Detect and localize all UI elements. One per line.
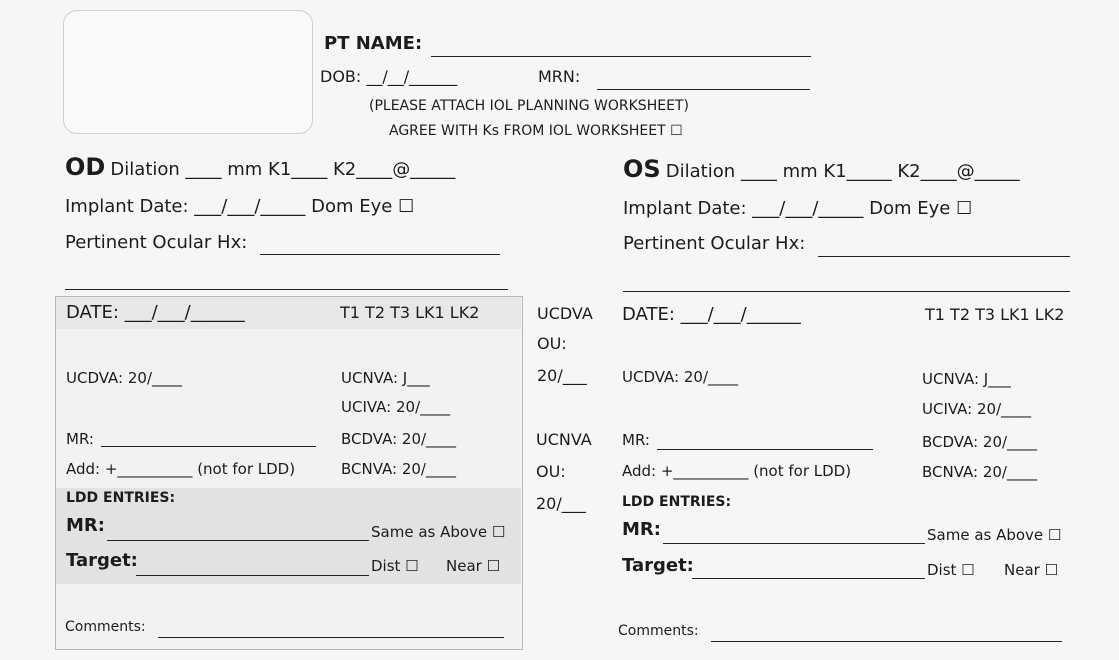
os-hx-label: Pertinent Ocular Hx: [623, 233, 806, 254]
os-mr-line[interactable] [657, 449, 873, 450]
os-dilation-row [623, 155, 1020, 183]
attach-worksheet-note: (PLEASE ATTACH IOL PLANNING WORKSHEET) [369, 98, 689, 114]
od-dilation-row [65, 153, 455, 181]
od-hx-line[interactable] [260, 254, 500, 255]
od-bcnva[interactable]: BCNVA: 20/____ [341, 460, 456, 478]
os-bcdva[interactable]: BCDVA: 20/____ [922, 433, 1038, 451]
os-comments-label: Comments: [618, 623, 699, 639]
dob-label[interactable]: DOB: __/__/______ [320, 67, 458, 86]
od-mr-line[interactable] [101, 446, 316, 447]
ou-ucnva-value[interactable]: 20/___ [536, 494, 586, 513]
od-dilation-line[interactable]: Dilation ____ mm K1____ K2____@_____ [110, 159, 456, 180]
os-ldd-mr-line[interactable] [663, 543, 925, 544]
od-same-as-above[interactable]: Same as Above ☐ [371, 523, 506, 541]
os-ucdva[interactable]: UCDVA: 20/____ [622, 368, 739, 386]
os-ldd-mr-label: MR: [622, 519, 661, 540]
od-ucnva[interactable]: UCNVA: J___ [341, 369, 430, 387]
os-near-checkbox[interactable]: Near ☐ [1004, 561, 1059, 579]
patient-sticker-box[interactable] [63, 10, 313, 134]
mrn-line[interactable] [597, 89, 810, 90]
os-implant-line[interactable]: Implant Date: ___/___/_____ Dom Eye ☐ [623, 198, 973, 219]
od-ucdva[interactable]: UCDVA: 20/____ [66, 369, 183, 387]
od-implant-line[interactable]: Implant Date: ___/___/_____ Dom Eye ☐ [65, 196, 415, 217]
ou-ucdva-label: UCDVA [537, 304, 593, 323]
os-mr-label: MR: [622, 431, 650, 449]
pt-name-label: PT NAME: [324, 33, 423, 54]
os-tests-label[interactable]: T1 T2 T3 LK1 LK2 [925, 305, 1065, 324]
os-target-label: Target: [622, 555, 694, 576]
os-same-as-above[interactable]: Same as Above ☐ [927, 526, 1062, 544]
os-bcnva[interactable]: BCNVA: 20/____ [922, 463, 1037, 481]
ou-ucdva-value[interactable]: 20/___ [537, 366, 587, 385]
os-ucnva[interactable]: UCNVA: J___ [922, 370, 1011, 388]
od-date-label[interactable]: DATE: ___/___/______ [66, 302, 245, 323]
od-comments-line[interactable] [158, 637, 504, 638]
os-hx-line-2[interactable] [623, 291, 1070, 292]
ou-ucnva-ou: OU: [536, 462, 566, 481]
od-hx-label: Pertinent Ocular Hx: [65, 232, 248, 253]
od-comments-label: Comments: [65, 619, 146, 635]
od-bcdva[interactable]: BCDVA: 20/____ [341, 430, 457, 448]
ou-ucdva-ou: OU: [537, 334, 567, 353]
ou-ucnva-label: UCNVA [536, 430, 592, 449]
od-hx-line-2[interactable] [65, 289, 508, 290]
os-comments-line[interactable] [711, 641, 1062, 642]
os-ldd-title: LDD ENTRIES: [622, 494, 732, 510]
od-ldd-mr-label: MR: [66, 515, 105, 536]
pt-name-line[interactable] [431, 56, 811, 57]
od-target-label: Target: [66, 550, 138, 571]
os-dilation-line[interactable]: Dilation ____ mm K1_____ K2____@_____ [665, 161, 1020, 182]
od-ldd-title: LDD ENTRIES: [66, 490, 176, 506]
os-add[interactable]: Add: +__________ (not for LDD) [622, 462, 852, 480]
os-hx-line[interactable] [818, 256, 1070, 257]
os-target-line[interactable] [692, 578, 925, 579]
agree-ks-checkbox[interactable]: AGREE WITH Ks FROM IOL WORKSHEET ☐ [389, 123, 683, 139]
od-eye-label: OD [65, 153, 106, 181]
os-uciva[interactable]: UCIVA: 20/____ [922, 400, 1032, 418]
od-near-checkbox[interactable]: Near ☐ [446, 557, 501, 575]
os-date-label[interactable]: DATE: ___/___/______ [622, 304, 801, 325]
od-add[interactable]: Add: +__________ (not for LDD) [66, 460, 296, 478]
od-target-line[interactable] [136, 575, 369, 576]
od-tests-label[interactable]: T1 T2 T3 LK1 LK2 [340, 303, 480, 322]
od-ldd-mr-line[interactable] [107, 540, 369, 541]
os-dist-checkbox[interactable]: Dist ☐ [927, 561, 975, 579]
mrn-label: MRN: [538, 67, 581, 86]
od-dist-checkbox[interactable]: Dist ☐ [371, 557, 419, 575]
od-mr-label: MR: [66, 430, 94, 448]
od-uciva[interactable]: UCIVA: 20/____ [341, 398, 451, 416]
os-eye-label: OS [623, 155, 661, 183]
